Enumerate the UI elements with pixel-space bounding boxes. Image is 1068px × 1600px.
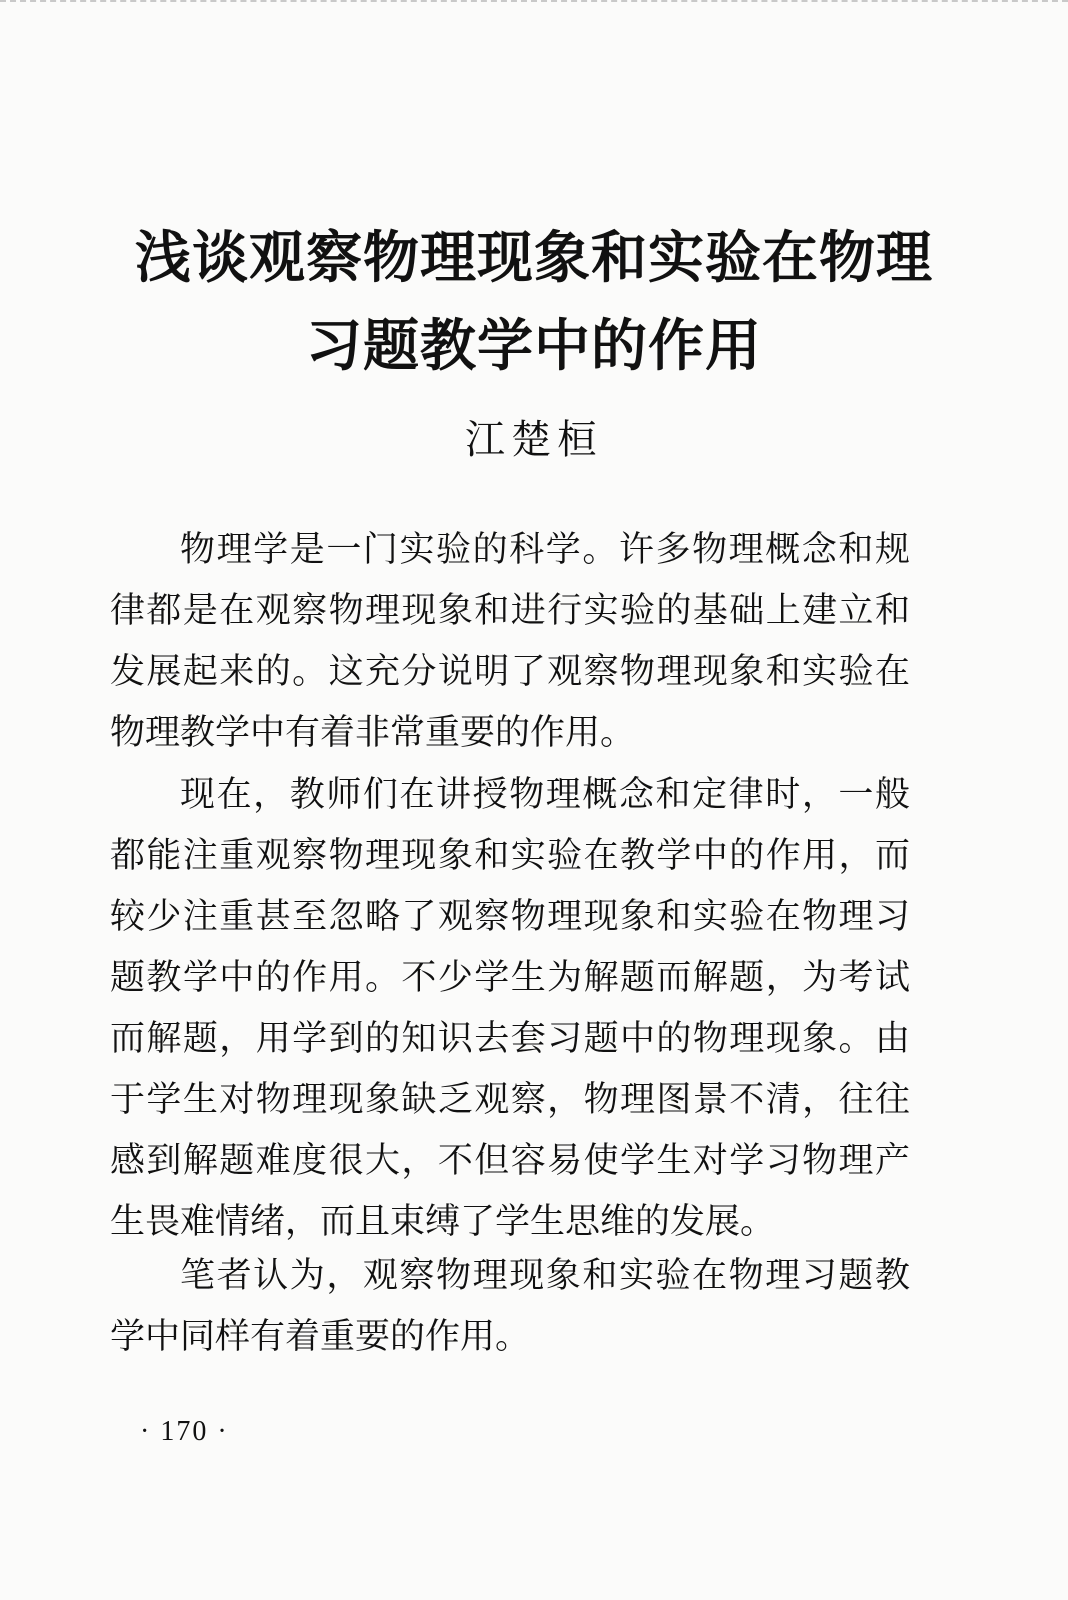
- page-number: · 170 ·: [140, 1416, 229, 1447]
- article-title-line-2: 习题教学中的作用: [306, 313, 762, 379]
- body-paragraph-3: 笔者认为，观察物理现象和实验在物理习题教学中同样有着重要的作用。: [110, 1256, 910, 1357]
- page-edge-rule: [0, 0, 1068, 5]
- article-title-line-1: 浅谈观察物理现象和实验在物理: [135, 225, 933, 291]
- body-paragraph-1: 物理学是一门实验的科学。许多物理概念和规律都是在观察物理现象和进行实验的基础上建立和发展起来的。这充分说明了观察物理现象和实验在物理教学中有着非常重要的作用。: [110, 530, 910, 753]
- article-author: 江楚桓: [465, 417, 603, 463]
- body-paragraph-2: 现在，教师们在讲授物理概念和定律时，一般都能注重观察物理现象和实验在教学中的作用，而较少注重甚至忽略了观察物理现象和实验在物理习题教学中的作用。不少学生为解题而解题，为考试而解题，用学到的知识去套习题中的物理现象。由于学生对物理现象缺乏观察，物理图景不清，往往感到解题难度很大，不但容易使学生对学习物理产生畏难情绪，而且束缚了学生思维的发展。: [110, 775, 910, 1242]
